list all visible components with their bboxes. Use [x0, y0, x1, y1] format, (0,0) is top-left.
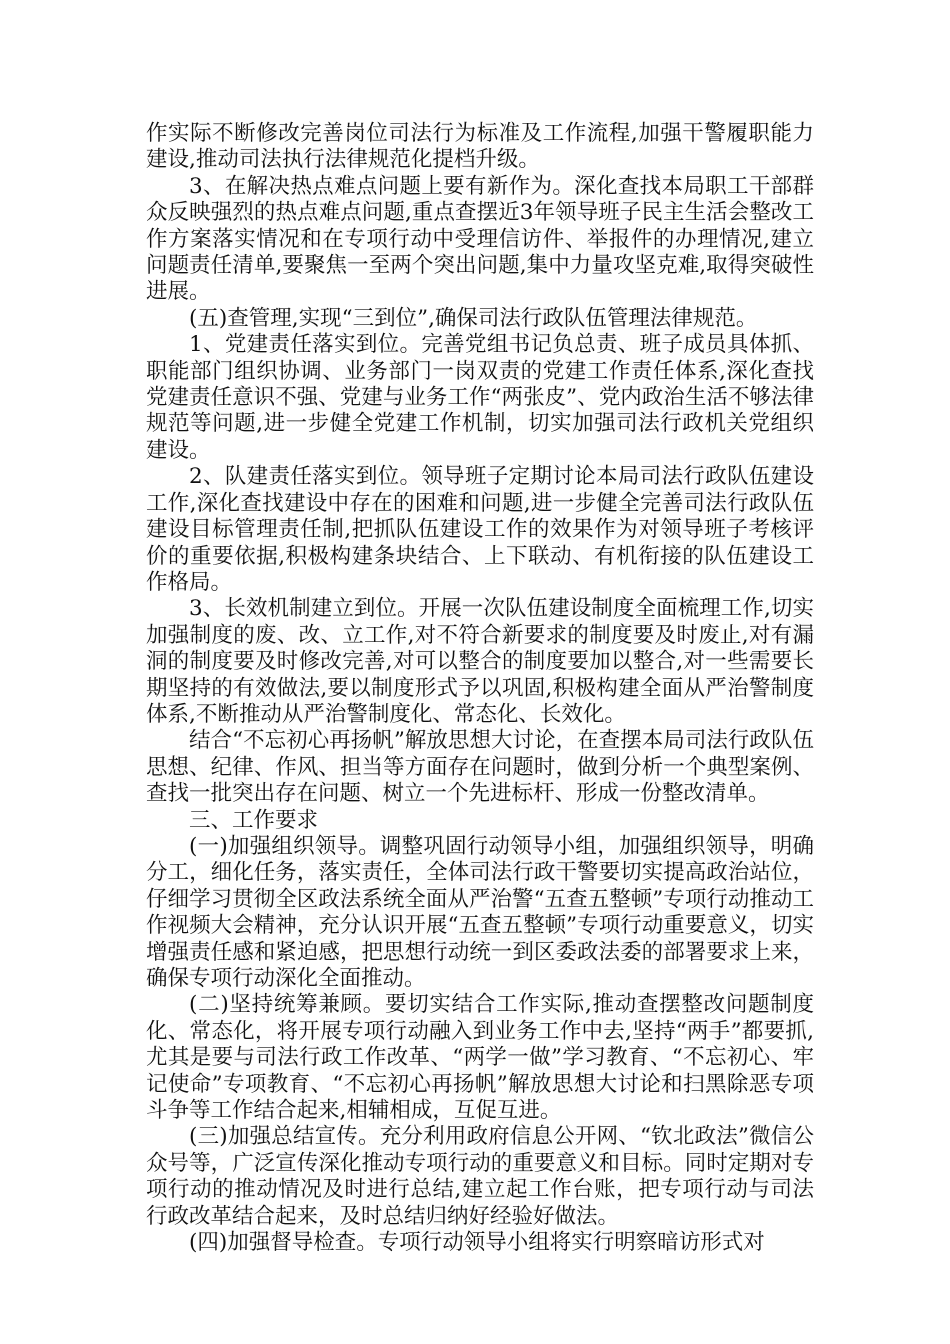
- paragraph-continued: 作实际不断修改完善岗位司法行为标准及工作流程,加强干警履职能力建设,推动司法执行法律规范化提档升级。: [146, 121, 814, 173]
- paragraph-team-building: 2、队建责任落实到位。领导班子定期讨论本局司法行政队伍建设工作,深化查找建设中存在的困难和问题,进一步健全完善司法行政队伍建设目标管理责任制,把抓队伍建设工作的效果作为对领导班子考核评价的重要依据,积极构建条块结合、上下联动、有机衔接的队伍建设工作格局。: [146, 464, 814, 595]
- paragraph-publicity: (三)加强总结宣传。充分利用政府信息公开网、“钦北政法”微信公众号等，广泛宣传深化推动专项行动的重要意义和目标。同时定期对专项行动的推动情况及时进行总结,建立起工作台账，把专项行动与司法行政改革结合起来，及时总结归纳好经验好做法。: [146, 1124, 814, 1229]
- paragraph-party-building: 1、党建责任落实到位。完善党组书记负总责、班子成员具体抓、职能部门组织协调、业务部门一岗双责的党建工作责任体系,深化查找党建责任意识不强、党建与业务工作“两张皮”、党内政治生活不够法律规范等问题,进一步健全党建工作机制，切实加强司法行政机关党组织建设。: [146, 332, 814, 463]
- paragraph-discussion: 结合“不忘初心再扬帆”解放思想大讨论，在查摆本局司法行政队伍思想、纪律、作风、担当等方面存在问题时，做到分析一个典型案例、查找一批突出存在问题、树立一个先进标杆、形成一份整改清单。: [146, 728, 814, 807]
- paragraph-long-term-mechanism: 3、长效机制建立到位。开展一次队伍建设制度全面梳理工作,切实加强制度的废、改、立工作,对不符合新要求的制度要及时废止,对有漏洞的制度要及时修改完善,对可以整合的制度要加以整合,对一些需要长期坚持的有效做法,要以制度形式予以巩固,积极构建全面从严治警制度体系,不断推动从严治警制度化、常态化、长效化。: [146, 596, 814, 727]
- document-body: [146, 121, 814, 1256]
- paragraph-organization-leadership: (一)加强组织领导。调整巩固行动领导小组，加强组织领导，明确分工，细化任务，落实责任，全体司法行政干警要切实提高政治站位，仔细学习贯彻全区政法系统全面从严治警“五查五整顿”专项行动推动工作视频大会精神，充分认识开展“五查五整顿”专项行动重要意义，切实增强责任感和紧迫感，把思想行动统一到区委政法委的部署要求上来，确保专项行动深化全面推动。: [146, 833, 814, 991]
- paragraph-supervision: (四)加强督导检查。专项行动领导小组将实行明察暗访形式对: [189, 1230, 765, 1256]
- paragraph-hotspot-issues: 3、在解决热点难点问题上要有新作为。深化查找本局职工干部群众反映强烈的热点难点问题,重点查摆近3年领导班子民主生活会整改工作方案落实情况和在专项行动中受理信访件、举报件的办理情况,建立问题责任清单,要聚焦一至两个突出问题,集中力量攻坚克难,取得突破性进展。: [146, 173, 814, 305]
- section-heading-management: (五)查管理,实现“三到位”,确保司法行政队伍管理法律规范。: [189, 305, 758, 331]
- paragraph-overall-planning: (二)坚持统筹兼顾。要切实结合工作实际,推动查摆整改问题制度化、常态化，将开展专项行动融入到业务工作中去,坚持“两手”都要抓,尤其是要与司法行政工作改革、“两学一做”学习教育、“不忘初心、牢记使命”专项教育、“不忘初心再扬帆”解放思想大讨论和扫黑除恶专项斗争等工作结合起来,相辅相成，互促互进。: [146, 992, 814, 1124]
- section-heading-requirements: 三、工作要求: [189, 807, 319, 833]
